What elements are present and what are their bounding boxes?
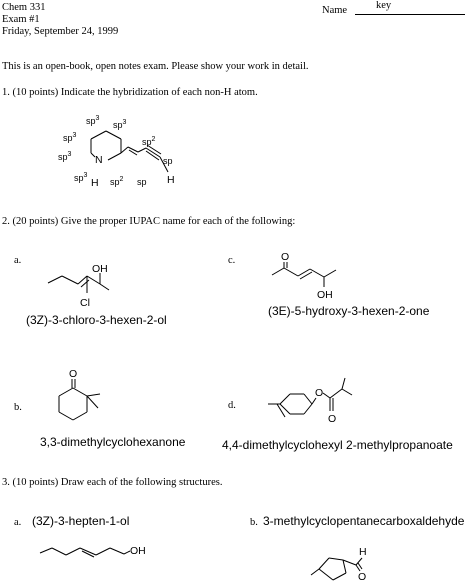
q2-part-d-letter: d. [228,400,236,411]
q2c-carbonyl-oxygen-label: O [281,251,290,263]
q2c-answer: (3E)-5-hydroxy-3-hexen-2-one [268,304,430,318]
q3-part-b-letter: b. [250,517,258,528]
q2a-chlorine-label: Cl [80,297,90,309]
q3b-structure [311,558,362,580]
name-label: Name [322,5,348,16]
course-title: Chem 331 [2,2,46,13]
q3-part-a-letter: a. [14,517,22,528]
q2-part-b-letter: b. [14,402,22,413]
q1-nitrogen-label: N [95,154,103,166]
q3-part-a-name: (3Z)-3-hepten-1-ol [32,514,130,528]
question-1-prompt: 1. (10 points) Indicate the hybridization of each non-H atom. [2,87,258,98]
q2d-answer: 4,4-dimethylcyclohexyl 2-methylpropanoate [222,438,453,452]
q3b-aldehyde-hydrogen-label: H [359,546,367,558]
q1-hybrid-label: sp [163,156,173,166]
q1-nh-hydrogen-label: H [91,177,99,189]
q1-hybrid-label: $sp^2$ [142,136,156,147]
exam-date: Friday, September 24, 1999 [2,26,119,37]
q1-hybrid-label: $sp^3$ [63,132,77,143]
q2b-carbonyl-oxygen-label: O [69,368,78,380]
q2-part-a-letter: a. [14,255,22,266]
exam-instructions: This is an open-book, open notes exam. Please show your work in detail. [2,61,309,72]
q2-part-c-letter: c. [228,255,236,266]
question-2-prompt: 2. (20 points) Give the proper IUPAC name for each of the following: [2,216,296,227]
exam-number: Exam #1 [2,14,40,25]
q1-hybrid-label: sp [137,177,147,187]
q3a-hydroxyl-label: OH [130,545,146,557]
q2d-carbonyl-oxygen-label: O [328,413,337,425]
q1-hybrid-label: $sp^3$ [74,172,88,183]
q1-terminal-hydrogen-label: H [167,174,175,186]
q2d-ester-oxygen-label: O [315,387,324,399]
q2b-answer: 3,3-dimethylcyclohexanone [40,435,186,449]
q2c-hydroxyl-label: OH [317,289,333,301]
q2a-hydroxyl-label: OH [92,263,108,275]
q3b-aldehyde-oxygen-label: O [358,571,367,583]
name-value: key [376,0,392,11]
q3-part-b-name: 3-methylcyclopentanecarboxaldehyde [263,514,465,528]
q2a-answer: (3Z)-3-chloro-3-hexen-2-ol [26,313,167,327]
q1-hybrid-label: $sp^3$ [86,115,100,126]
question-3-prompt: 3. (10 points) Draw each of the following structures. [2,477,223,488]
q3a-structure [40,548,130,557]
q1-hybrid-label: $sp^3$ [58,151,72,162]
q1-hybrid-label: $sp^2$ [110,176,124,187]
q1-hybrid-label: $sp^3$ [113,119,127,130]
